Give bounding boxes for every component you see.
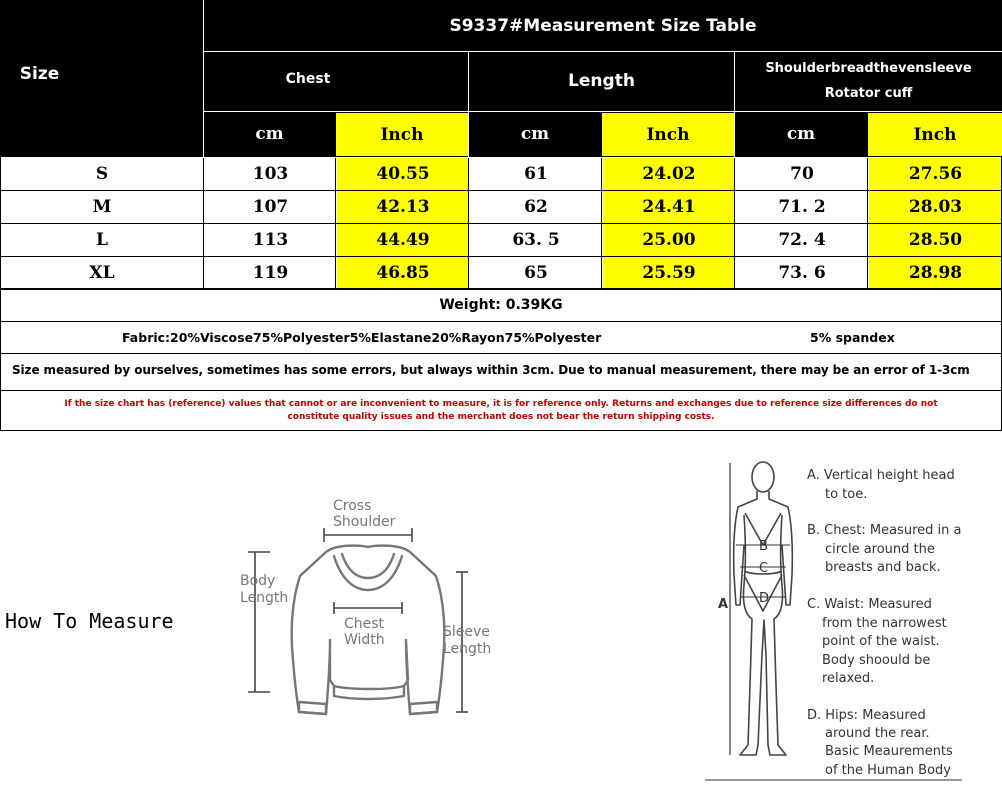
chest-inch-cell [337, 191, 469, 223]
body-c-line-1: C. Waist: Measured [807, 597, 932, 612]
size-cell [0, 158, 204, 190]
size-header-label: Size [19, 63, 60, 84]
sleeve-cm-cell [736, 224, 868, 256]
body-c-line-3: point of the waist. [822, 634, 940, 649]
mark-b: B [759, 539, 768, 554]
body-d-line-4: of the Human Body [825, 763, 951, 778]
body-b-line-1: B. Chest: Measured in a [807, 523, 962, 538]
unit-cell [868, 113, 1002, 156]
chest-cm-cell-text: 113 [252, 230, 289, 250]
warning-box [0, 398, 1002, 424]
sleeve-inch-cell-text: 28.50 [908, 230, 963, 250]
sleeve-cm-cell [736, 158, 868, 190]
length-cm-cell [470, 257, 602, 289]
length-inch-cell-text: 24.02 [642, 164, 696, 184]
chest-cm-cell [205, 257, 336, 289]
sleeve-inch-cell [869, 191, 1002, 223]
body-c-line-4: Body shoould be [822, 653, 931, 668]
divider [203, 111, 1002, 112]
body-b-line-3: breasts and back. [825, 560, 941, 575]
label-body-length: Length [240, 590, 289, 606]
sleeve-cm-cell-text: 70 [790, 164, 814, 184]
length-inch-cell-text: 25.59 [642, 263, 696, 283]
note-text: Size measured by ourselves, sometimes has some errors, but always within 3cm. Due to manual measurement, there may be an error of 1-3cm [12, 363, 970, 377]
mark-d: D [759, 591, 770, 606]
mark-a: A [718, 597, 729, 612]
group-sleeve-label-1: Shoulderbreadthevensleeve [765, 61, 972, 76]
chest-cm-cell-text: 107 [252, 197, 289, 217]
divider [0, 430, 1002, 431]
group-chest [204, 52, 468, 110]
group-length-label: Length [568, 71, 635, 91]
divider [0, 157, 1, 431]
label-sleeve-length: Length [443, 641, 492, 657]
fabric-extra-text: 5% spandex [810, 330, 895, 345]
divider [867, 158, 868, 289]
chest-inch-cell [337, 257, 469, 289]
sleeve-inch-cell [869, 158, 1002, 190]
chest-inch-cell-text: 40.55 [376, 164, 430, 184]
group-length [469, 52, 734, 110]
unit-cell [469, 112, 601, 156]
body-d-line-1: D. Hips: Measured [807, 708, 926, 723]
length-cm-cell-text: 63. 5 [512, 230, 560, 250]
unit-cell [735, 112, 867, 156]
divider [601, 158, 602, 289]
sleeve-cm-cell [736, 257, 868, 289]
size-cell [0, 224, 204, 256]
sleeve-cm-cell-text: 73. 6 [778, 263, 826, 283]
length-cm-cell [470, 158, 602, 190]
mark-c: C [759, 561, 769, 576]
group-sleeve [735, 52, 1002, 110]
length-inch-cell-text: 25.00 [642, 230, 696, 250]
sleeve-inch-cell-text: 28.03 [908, 197, 963, 217]
how-to-measure-title [5, 609, 174, 633]
unit-cm-chest: cm [255, 124, 284, 144]
length-cm-cell-text: 65 [524, 263, 548, 283]
group-sleeve-label-2: Rotator cuff [824, 86, 913, 101]
body-b-line-2: circle around the [825, 542, 935, 557]
fabric-row [0, 322, 1002, 353]
size-cell-text: M [92, 197, 112, 217]
body-d-line-3: Basic Meaurements [825, 744, 953, 759]
label-cross: Cross [333, 498, 372, 514]
length-inch-cell-text: 24.41 [642, 197, 696, 217]
size-header [0, 0, 203, 157]
divider [203, 51, 1002, 52]
divider [468, 51, 469, 157]
label-body: Body [240, 573, 276, 589]
length-cm-cell [470, 224, 602, 256]
weight-row [0, 289, 1002, 321]
chest-cm-cell-text: 103 [252, 164, 289, 184]
divider [734, 158, 735, 289]
divider [0, 353, 1002, 354]
body-d-line-2: around the rear. [825, 726, 930, 741]
label-shoulder: Shoulder [333, 514, 396, 530]
label-chest: Chest [344, 616, 385, 632]
how-to-measure-text: How To Measure [5, 609, 174, 633]
unit-cell [602, 113, 734, 156]
divider [203, 158, 204, 289]
sleeve-inch-cell-text: 27.56 [908, 164, 963, 184]
group-chest-label: Chest [285, 71, 331, 87]
sleeve-cm-cell-text: 71. 2 [778, 197, 826, 217]
note-row [12, 363, 970, 377]
chest-cm-cell [205, 191, 336, 223]
sleeve-cm-cell-text: 72. 4 [778, 230, 826, 250]
size-cell-text: L [96, 230, 108, 250]
size-cell [0, 191, 204, 223]
label-sleeve: Sleeve [443, 624, 490, 640]
chest-cm-cell-text: 119 [252, 263, 289, 283]
chest-inch-cell [337, 158, 469, 190]
unit-inch-chest: Inch [380, 124, 424, 145]
length-cm-cell [470, 191, 602, 223]
body-c-line-5: relaxed. [822, 671, 875, 686]
size-cell-text: S [95, 164, 109, 184]
divider [734, 51, 735, 157]
divider [468, 158, 469, 289]
chest-inch-cell [337, 224, 469, 256]
sleeve-cm-cell [736, 191, 868, 223]
table-title [204, 0, 1002, 51]
warning-line-1: If the size chart has (reference) values that cannot or are inconvenient to measure, it is for reference only. Returns and exchanges due to reference size differences do not [64, 399, 938, 409]
label-chest-width: Width [344, 632, 385, 648]
unit-cm-length: cm [520, 124, 550, 144]
unit-inch-length: Inch [646, 124, 690, 145]
unit-cell [336, 113, 468, 156]
body-c-line-2: from the narrowest [822, 616, 947, 631]
length-cm-cell-text: 62 [524, 197, 548, 217]
unit-cell [204, 112, 335, 156]
chest-inch-cell-text: 42.13 [376, 197, 430, 217]
divider [335, 158, 336, 289]
sweater-diagram-icon [230, 490, 505, 730]
length-inch-cell [603, 191, 735, 223]
sleeve-inch-cell-text: 28.98 [908, 263, 963, 283]
sleeve-inch-cell [869, 224, 1002, 256]
sleeve-inch-cell [869, 257, 1002, 289]
body-a-line-2: to toe. [825, 487, 868, 502]
body-a-line-1: A. Vertical height head [807, 468, 955, 483]
divider [203, 0, 204, 157]
fabric-text: Fabric:20%Viscose75%Polyester5%Elastane20%Rayon75%Polyester [122, 330, 602, 345]
warning-line-2: constitute quality issues and the merchant does not bear the return shipping costs. [287, 412, 715, 422]
size-cell [0, 257, 204, 289]
unit-cm-sleeve: cm [786, 124, 816, 144]
table-title-text: S9337#Measurement Size Table [449, 15, 757, 36]
weight-text: Weight: 0.39KG [439, 297, 563, 313]
chest-cm-cell [205, 158, 336, 190]
length-inch-cell [603, 158, 735, 190]
unit-inch-sleeve: Inch [913, 124, 957, 145]
length-inch-cell [603, 257, 735, 289]
chest-inch-cell-text: 44.49 [376, 230, 430, 250]
divider [0, 390, 1002, 391]
length-cm-cell-text: 61 [524, 164, 548, 184]
size-cell-text: XL [89, 263, 115, 283]
length-inch-cell [603, 224, 735, 256]
human-body-diagram-icon [700, 455, 1000, 785]
chest-cm-cell [205, 224, 336, 256]
chest-inch-cell-text: 46.85 [376, 263, 430, 283]
